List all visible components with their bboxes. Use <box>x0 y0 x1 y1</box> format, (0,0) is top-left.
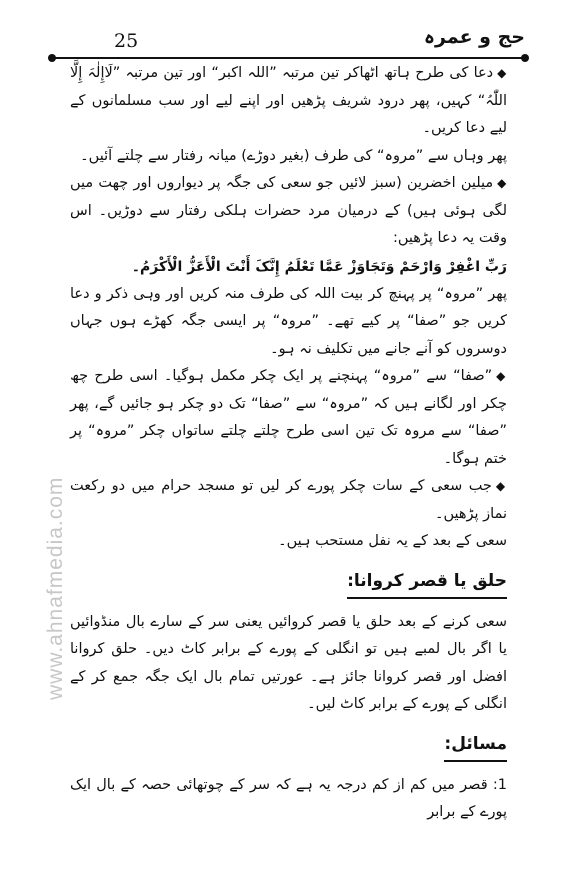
diamond-bullet-icon: ◆ <box>497 66 507 80</box>
diamond-bullet-icon: ◆ <box>496 369 507 383</box>
heading-wrapper <box>70 562 507 607</box>
header-rule <box>52 57 525 59</box>
bullet-text: ”صفا“ سے ”مروہ“ پہنچنے پر ایک چکر مکمل ہوگیا۔ اسی طرح چھ چکر اور لگانے ہیں کہ ”مروہ“ سے ”صفا“ تک دو چکر ہو جائیں گے، پھر ”صفا“ سے مروہ تک تین اسی طرح چلتے چلتے ساتواں چکر ”مروہ“ پر ختم ہوگا۔ <box>70 368 507 467</box>
body-paragraph: پھر وہاں سے ”مروہ“ کی طرف (بغیر دوڑے) میانہ رفتار سے چلتے آئیں۔ <box>80 147 507 164</box>
running-title: حج و عمرہ <box>423 26 525 48</box>
heading-wrapper <box>70 725 507 770</box>
body-paragraph: پھر ”مروہ“ پر پہنچ کر بیت اللہ کی طرف منہ کریں اور وہی ذکر و دعا کریں جو ”صفا“ پر کیے تھے۔ ”مروہ“ پر ایسی جگہ کھڑے ہوں جہاں دوسروں کو آنے جانے میں تکلیف نہ ہو۔ <box>70 285 507 357</box>
running-header <box>52 28 525 58</box>
website-watermark: www.ahnafmedia.com <box>44 476 67 700</box>
section-heading-halq: حلق یا قصر کروانا: <box>347 566 507 599</box>
arabic-supplication: رَبِّ اغْفِرْ وَارْحَمْ وَتَجَاوَزْ عَمَّا تَعْلَمُ إِنَّکَ أَنْتَ الْأَعَزُّ الْأَکْرَمُ۔ <box>131 258 507 275</box>
bullet-paragraph <box>70 473 507 528</box>
bullet-paragraph <box>70 363 507 473</box>
numbered-issue: 1: قصر میں کم از کم درجہ یہ ہے کہ سر کے چوتھائی حصہ کے بال ایک پورے کے برابر <box>70 776 507 820</box>
body-paragraph: سعی کرنے کے بعد حلق یا قصر کروائیں یعنی سر کے سارے بال منڈوائیں یا اگر بال لمبے ہیں تو انگلی کے پورے کے برابر کاٹ دیں۔ حلق کروانا افضل اور قصر کروانا جائز ہے۔ عورتیں تمام بال ایک جگہ جمع کر کے انگلی کے پورے کے برابر کاٹ لیں۔ <box>70 613 507 712</box>
body-paragraph: سعی کے بعد کے یہ نفل مستحب ہیں۔ <box>278 533 507 549</box>
diamond-bullet-icon: ◆ <box>497 176 507 190</box>
bullet-paragraph <box>70 60 507 143</box>
page-body <box>70 60 507 827</box>
bullet-text: میلین اخضرین (سبز لائیں جو سعی کی جگہ پر دیواروں اور چھت میں لگی ہوئی ہیں) کے درمیان مرد حضرات ہلکی رفتار سے دوڑیں۔ اس وقت یہ دعا پڑھیں: <box>70 175 507 246</box>
diamond-bullet-icon: ◆ <box>495 479 507 493</box>
section-heading-masail: مسائل: <box>444 729 507 762</box>
page-number: 25 <box>114 30 139 52</box>
bullet-text: جب سعی کے سات چکر پورے کر لیں تو مسجد حرام میں دو رکعت نماز پڑھیں۔ <box>70 478 507 522</box>
bullet-text: دعا کی طرح ہاتھ اٹھاکر تین مرتبہ ”اللہ اکبر“ اور تین مرتبہ ”لَاإِلٰہَ إِلَّا اللّٰہُ“ کہیں، پھر درود شریف پڑھیں اور اپنے لیے اور سب مسلمانوں کے لیے دعا کریں۔ <box>70 65 507 136</box>
bullet-paragraph <box>70 170 507 253</box>
